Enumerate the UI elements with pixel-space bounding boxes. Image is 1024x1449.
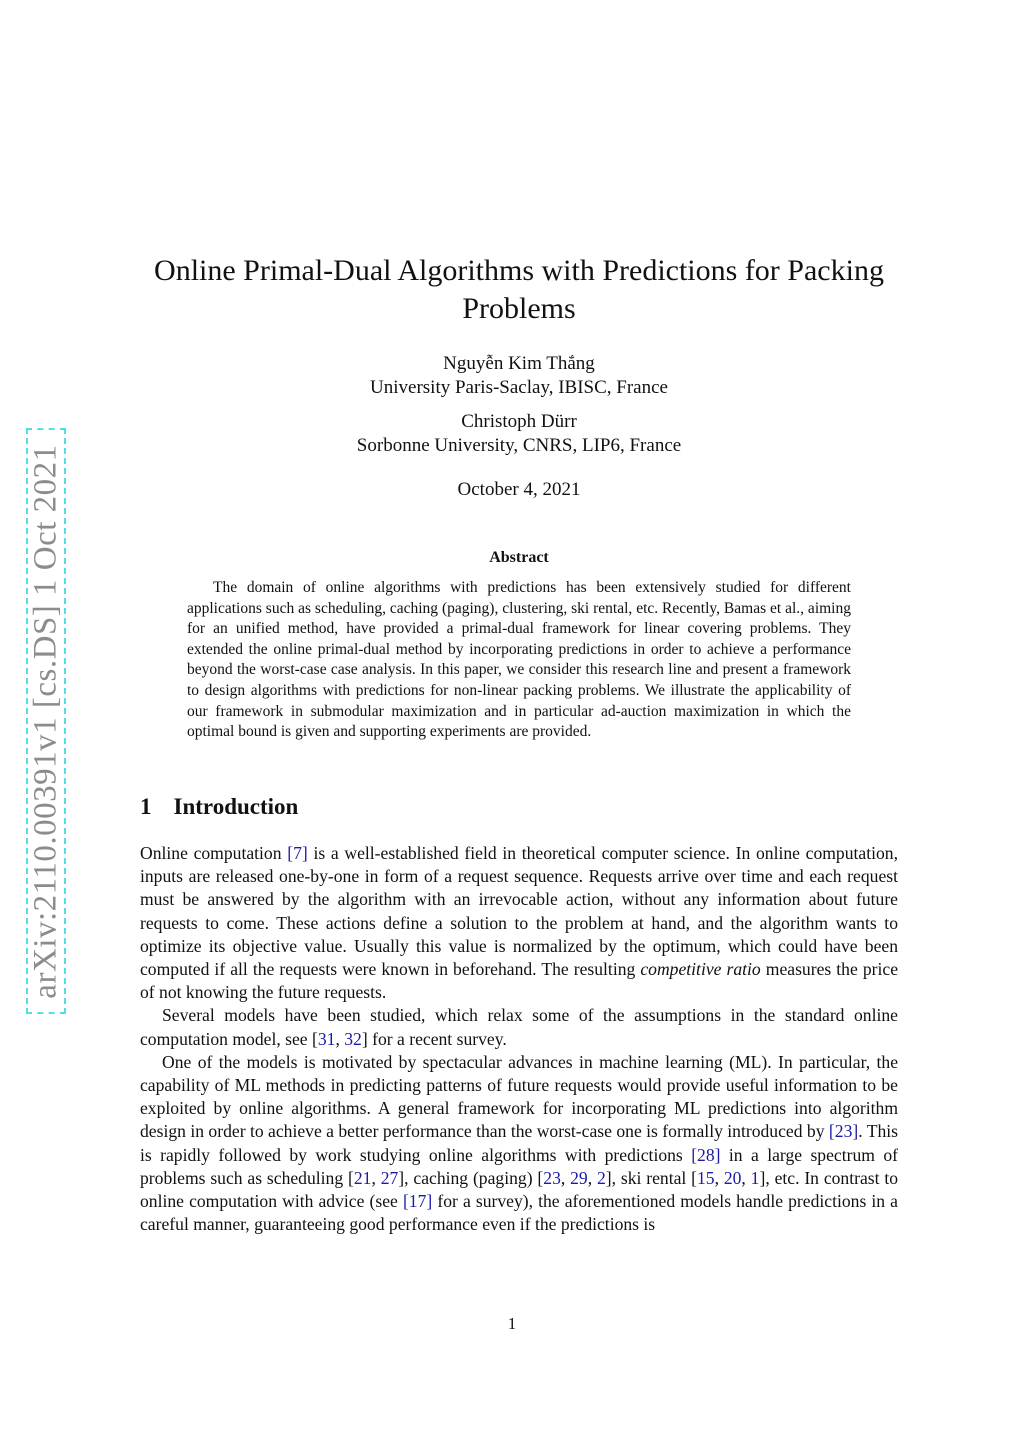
paragraph-2	[140, 1004, 898, 1050]
separator: ,	[560, 1167, 571, 1188]
citation-link[interactable]: 20	[723, 1167, 742, 1188]
citation-link[interactable]: 15	[696, 1167, 715, 1188]
arxiv-identifier: arXiv:2110.00391v1 [cs.DS] 1 Oct 2021	[27, 443, 64, 999]
section-body	[140, 842, 898, 1236]
arxiv-identifier-stamp	[26, 428, 66, 1014]
citation-link[interactable]: [17]	[402, 1191, 433, 1212]
abstract-text: The domain of online algorithms with predictions has been extensively studied for different applications such as scheduling, caching (paging), clustering, ski rental, etc. Recently, Bamas et al., aiming for an unified method, have provided a primal-dual framework for linear covering problems. They extended the online primal-dual method by incorporating predictions in order to achieve a performance beyond the worst-case case analysis. In this paper, we consider this research line and present a framework to design algorithms with predictions for non-linear packing problems. We illustrate the applicability of our framework in submodular maximization and in particular ad-auction maximization in which the optimal bound is given and supporting experiments are provided.	[187, 579, 851, 741]
bracket: [	[537, 1167, 544, 1188]
bracket: ]	[759, 1167, 766, 1188]
citation-link[interactable]: [23]	[828, 1121, 859, 1142]
citation-link[interactable]: 2	[596, 1167, 606, 1188]
citation-link[interactable]: [28]	[691, 1144, 721, 1165]
author-2	[140, 410, 898, 458]
citation-link[interactable]: 31	[317, 1028, 336, 1049]
separator: ,	[741, 1167, 751, 1188]
author-name: Nguyễn Kim Thắng	[443, 353, 595, 374]
author-list	[140, 352, 898, 502]
citation-link[interactable]: 23	[543, 1167, 561, 1188]
bracket: ]	[605, 1167, 612, 1188]
text-run: measures the price of not knowing the future requests.	[140, 959, 898, 1003]
text-run: . This is rapidly followed by work studying online algorithms with predictions	[140, 1121, 898, 1165]
text-run: for a recent survey.	[367, 1028, 507, 1049]
citation-link[interactable]: [7]	[287, 843, 308, 863]
citation-link[interactable]: 1	[750, 1167, 760, 1188]
author-affiliation: University Paris-Saclay, IBISC, France	[370, 377, 668, 398]
bracket: [	[348, 1167, 354, 1188]
text-run: , etc. In contrast to online computation with advice (see	[140, 1167, 899, 1212]
bracket: [	[691, 1167, 697, 1188]
bracket: ]	[361, 1028, 368, 1049]
text-run: is a well-established field in theoretical computer science. In online computation, inputs are released one-by-one in form of a request sequence. Requests arrive over time and each request must be answered by the algorithm with an irrevocable action, without any information about future requests to come. These actions define a solution to the problem at hand, and the algorithm wants to optimize its objective value. Usually this value is normalized by the optimum, which could have been computed if all the requests were known in beforehand. The resulting	[140, 843, 898, 980]
separator: ,	[714, 1167, 724, 1188]
bracket: ]	[398, 1167, 405, 1188]
text-run: One of the models is motivated by spectacular advances in machine learning (ML). In particular, the capability of ML methods in predicting patterns of future requests would provide useful information to be exploited by online algorithms. A general framework for incorporating ML predictions into algorithm design in order to achieve a better performance than the worst-case one is formally introduced by	[140, 1051, 898, 1142]
separator: ,	[587, 1167, 597, 1188]
text-run: , ski rental	[611, 1167, 692, 1188]
section-number: 1	[140, 794, 152, 819]
section-title: Introduction	[173, 794, 299, 819]
emphasis-term: competitive ratio	[640, 959, 761, 980]
text-run: , caching (paging)	[404, 1167, 538, 1188]
citation-link[interactable]: 21	[353, 1167, 372, 1188]
section-heading	[140, 794, 298, 820]
citation-link[interactable]: 32	[344, 1028, 362, 1049]
text-run: for a survey), the aforementioned models handle predictions in a careful manner, guaranteeing good performance even if the predictions is	[140, 1191, 898, 1235]
publication-date: October 4, 2021	[457, 479, 581, 500]
text-run: Several models have been studied, which relax some of the assumptions in the standard online computation model, see	[140, 1005, 898, 1049]
author-affiliation: Sorbonne University, CNRS, LIP6, France	[356, 435, 682, 456]
paper-title: Online Primal-Dual Algorithms with Predictions for Packing Problems	[154, 254, 884, 325]
citation-link[interactable]: 27	[380, 1167, 399, 1188]
text-run: in a large spectrum of problems such as scheduling	[140, 1144, 898, 1188]
page-number: 1	[507, 1314, 517, 1333]
paragraph-1	[140, 842, 898, 1004]
paragraph-3	[140, 1051, 898, 1237]
bracket: [	[312, 1028, 318, 1049]
author-1	[140, 352, 898, 400]
text-run: Online computation	[140, 843, 288, 863]
separator: ,	[371, 1167, 381, 1188]
author-name: Christoph Dürr	[461, 411, 577, 432]
citation-link[interactable]: 29	[570, 1167, 588, 1188]
abstract-heading: Abstract	[489, 549, 549, 566]
separator: ,	[335, 1028, 345, 1049]
